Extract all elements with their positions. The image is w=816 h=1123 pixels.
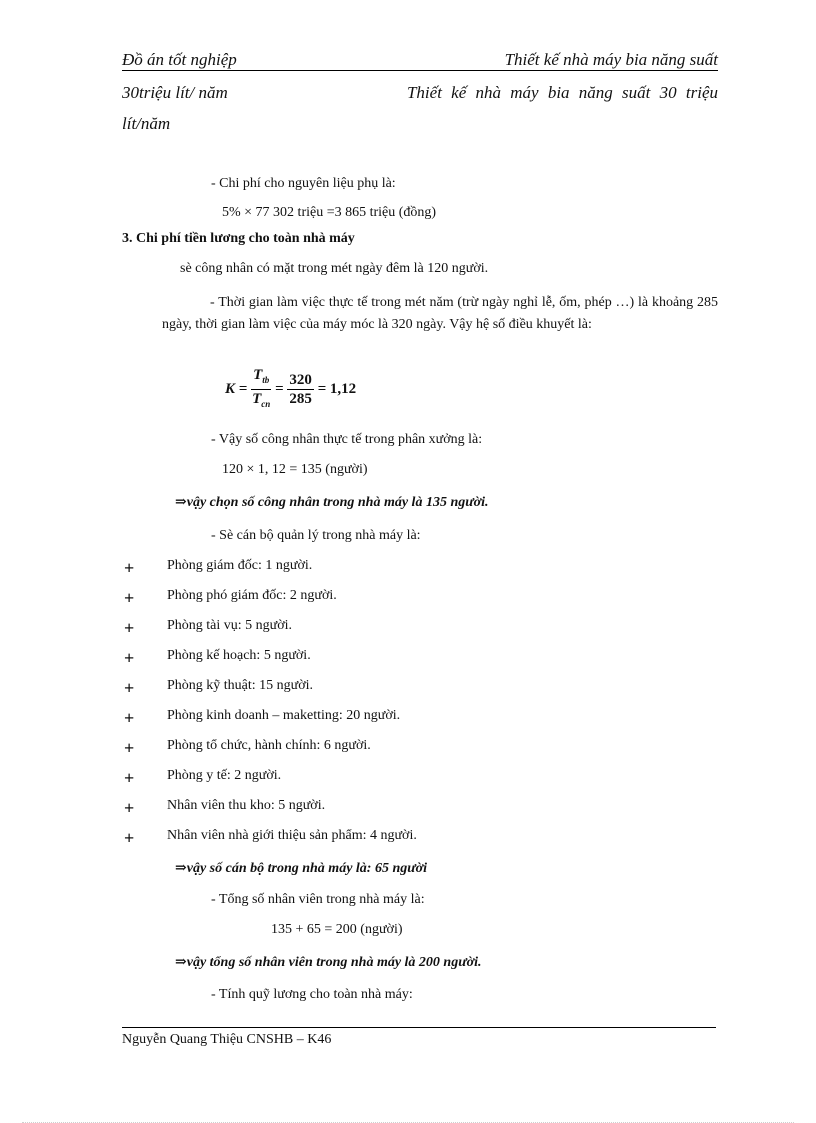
total-staff-calc: 135 + 65 = 200 (người) bbox=[271, 922, 403, 937]
conclusion-workers: ⇒vậy chọn số công nhân trong nhà máy là 135 người. bbox=[175, 495, 489, 510]
salary-fund-label: - Tính quỹ lương cho toàn nhà máy: bbox=[211, 987, 413, 1002]
header-right-2: Thiết kế nhà máy bia năng suất 30 triệu bbox=[406, 83, 718, 102]
footer-author: Nguyễn Quang Thiệu CNSHB – K46 bbox=[122, 1032, 332, 1047]
actual-workers-calc: 120 × 1, 12 = 135 (người) bbox=[222, 462, 368, 477]
bullet-plus-icon: + bbox=[124, 708, 135, 728]
formula-eq-2: = bbox=[275, 380, 284, 397]
header-left: Đồ án tốt nghiệp bbox=[122, 50, 237, 69]
workers-per-day: sè công nhân có mặt trong mét ngày đêm là 120 người. bbox=[180, 261, 489, 276]
managers-label: - Sè cán bộ quản lý trong nhà máy là: bbox=[211, 528, 421, 543]
formula bbox=[225, 366, 356, 413]
bullet-plus-icon: + bbox=[124, 618, 135, 638]
footer-rule bbox=[122, 1027, 716, 1028]
aux-cost-calc: 5% × 77 302 triệu =3 865 triệu (đồng) bbox=[222, 205, 437, 220]
conclusion-managers: ⇒vậy số cán bộ trong nhà máy là: 65 người bbox=[175, 861, 428, 876]
header-left-2: 30triệu lít/ năm bbox=[122, 83, 228, 102]
bullet-plus-icon: + bbox=[124, 828, 135, 848]
formula-lhs: K bbox=[225, 380, 236, 397]
actual-workers-label: - Vậy số công nhân thực tế trong phân xưởng là: bbox=[211, 432, 483, 447]
bullet-plus-icon: + bbox=[124, 588, 135, 608]
header-left-3: lít/năm bbox=[122, 114, 171, 133]
bullet-plus-icon: + bbox=[124, 558, 135, 578]
formula-fraction: $\frac{320}{285}$ bbox=[289, 372, 312, 407]
bullet-plus-icon: + bbox=[124, 768, 135, 788]
formula-eq-3: = bbox=[317, 380, 327, 397]
work-time-paragraph: - Thời gian làm việc thực tế trong mét năm (trừ ngày nghỉ lễ, ốm, phép …) là khoảng 285 ngày, thời gian làm việc của máy móc là 320 ngày. Vậy hệ số điều khuyết là: bbox=[162, 295, 718, 332]
formula-result: 1,12 bbox=[329, 380, 357, 397]
aux-cost-label: - Chi phí cho nguyên liệu phụ là: bbox=[211, 176, 396, 191]
formula-ratio: $\frac{T_{tb}}{T_{cn}}$ bbox=[252, 367, 271, 409]
section-heading: 3. Chi phí tiền lương cho toàn nhà máy bbox=[122, 231, 355, 246]
header-rule bbox=[122, 70, 718, 71]
bullet-plus-icon: + bbox=[124, 738, 135, 758]
formula-eq-1: = bbox=[238, 380, 248, 397]
bullet-plus-icon: + bbox=[124, 648, 135, 668]
header-right: Thiết kế nhà máy bia năng suất bbox=[504, 50, 718, 69]
conclusion-total: ⇒vậy tổng số nhân viên trong nhà máy là 200 người. bbox=[175, 955, 482, 970]
bullet-plus-icon: + bbox=[124, 678, 135, 698]
total-staff-label: - Tổng số nhân viên trong nhà máy là: bbox=[211, 892, 425, 907]
bullet-plus-icon: + bbox=[124, 798, 135, 818]
